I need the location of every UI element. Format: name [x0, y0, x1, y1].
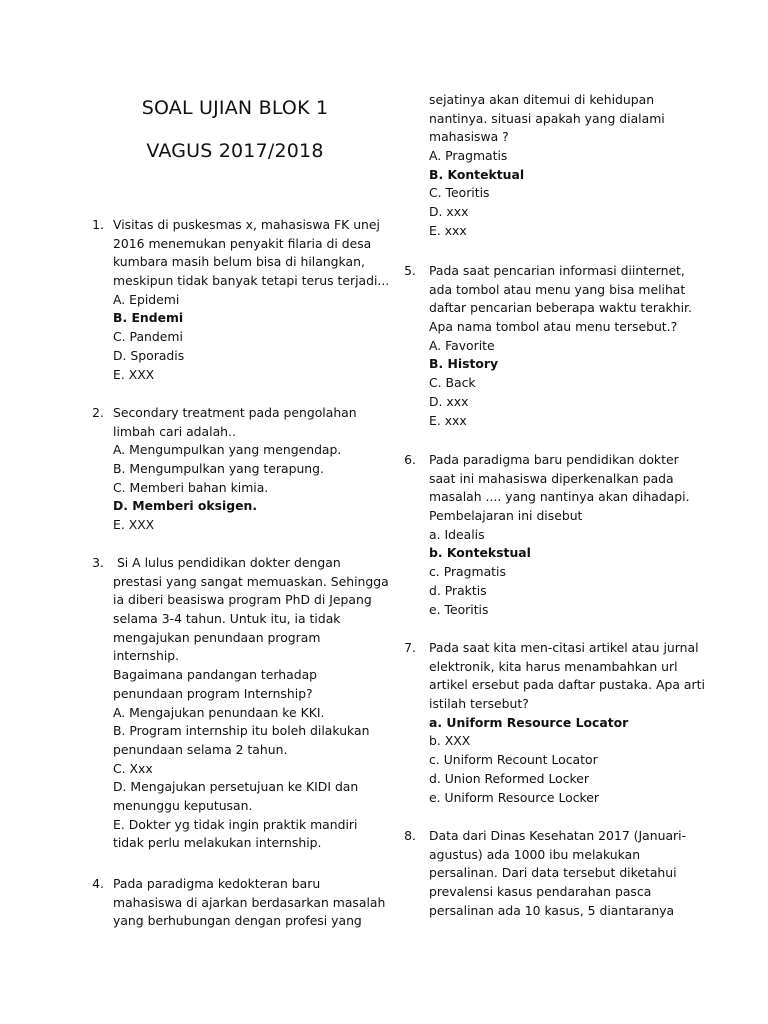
question-text-line: daftar pencarian beberapa waktu terakhir.: [429, 300, 692, 316]
answer-option: A. Favorite: [429, 337, 495, 353]
question-text-line: istilah tersebut?: [429, 696, 529, 712]
question-text-line: Pada paradigma baru pendidikan dokter: [429, 452, 679, 467]
question-text-line: Pada saat kita men-citasi artikel atau jurnal: [429, 640, 699, 655]
question-number: 8.: [404, 828, 416, 843]
answer-option: C. Teoritis: [429, 185, 490, 201]
answer-option: menunggu keputusan.: [113, 797, 253, 813]
question-text-line: limbah cari adalah..: [113, 423, 236, 439]
answer-option: D. Sporadis: [113, 347, 185, 363]
answer-option-correct: b. Kontekstual: [429, 545, 531, 561]
answer-option: C. Pandemi: [113, 329, 183, 345]
question-text-line: Si A lulus pendidikan dokter dengan: [113, 555, 341, 570]
exam-title: SOAL UJIAN BLOK 1: [141, 97, 329, 119]
question-text-line: mengajukan penundaan program: [113, 629, 321, 645]
answer-option: A. Mengumpulkan yang mengendap.: [113, 442, 342, 458]
answer-option-correct: a. Uniform Resource Locator: [429, 714, 629, 730]
question-text-line: elektronik, kita harus menambahkan url: [429, 658, 678, 674]
question-text-line: sejatinya akan ditemui di kehidupan: [429, 92, 655, 107]
question-text-line: Pembelajaran ini disebut: [429, 508, 583, 524]
answer-option: C. Back: [429, 375, 476, 391]
answer-option: d. Union Reformed Locker: [429, 770, 590, 786]
answer-option: c. Pragmatis: [429, 564, 506, 580]
question-text-line: Pada saat pencarian informasi diinternet,: [429, 263, 685, 278]
answer-option-correct: B. History: [429, 356, 499, 372]
answer-option: e. Uniform Resource Locker: [429, 789, 599, 805]
answer-option: E. Dokter yg tidak ingin praktik mandiri: [113, 816, 358, 832]
question-text-line: Pada paradigma kedokteran baru: [113, 876, 321, 891]
answer-option: C. Memberi bahan kimia.: [113, 479, 269, 495]
question-text-line: meskipun tidak banyak tetapi terus terjadi...: [113, 273, 390, 289]
question-number: 2.: [92, 405, 104, 420]
question-text-line: Data dari Dinas Kesehatan 2017 (Januari-: [429, 828, 687, 843]
question-4-continued: [429, 91, 665, 241]
question-text-line: prestasi yang sangat memuaskan. Sehingga: [113, 573, 389, 589]
answer-option: A. Epidemi: [113, 291, 180, 307]
question-text-line: ia diberi beasiswa program PhD di Jepang: [113, 592, 372, 608]
question-text-line: penundaan program Internship?: [113, 685, 313, 701]
answer-option: A. Pragmatis: [429, 148, 508, 164]
answer-option: a. Idealis: [429, 526, 485, 542]
answer-option: b. XXX: [429, 733, 471, 749]
question-text-line: Visitas di puskesmas x, mahasiswa FK unej: [113, 217, 380, 232]
answer-option: c. Uniform Recount Locator: [429, 752, 598, 768]
question-number: 6.: [404, 452, 416, 467]
answer-option: D. Mengajukan persetujuan ke KIDI dan: [113, 779, 359, 795]
question-number: 7.: [404, 640, 416, 655]
question-text-line: kumbara masih belum bisa di hilangkan,: [113, 254, 365, 270]
question-text-line: artikel ersebut pada daftar pustaka. Apa arti: [429, 677, 705, 693]
question-text-line: yang berhubungan dengan profesi yang: [113, 913, 362, 929]
answer-option-correct: B. Endemi: [113, 310, 184, 326]
answer-option-correct: B. Kontektual: [429, 166, 525, 182]
answer-option: A. Mengajukan penundaan ke KKI.: [113, 704, 325, 720]
question-text-line: Secondary treatment pada pengolahan: [113, 405, 357, 420]
question-text-line: saat ini mahasiswa diperkenalkan pada: [429, 470, 674, 486]
answer-option: penundaan selama 2 tahun.: [113, 741, 288, 757]
answer-option: tidak perlu melakukan internship.: [113, 835, 322, 851]
question-text-line: internship.: [113, 648, 180, 664]
question-number: 3.: [92, 555, 104, 570]
question-text-line: mahasiswa ?: [429, 129, 509, 145]
answer-option: D. xxx: [429, 393, 469, 409]
answer-option: e. Teoritis: [429, 601, 489, 617]
answer-option: B. Program internship itu boleh dilakukan: [113, 723, 370, 739]
question-number: 5.: [404, 263, 416, 278]
answer-option-correct: D. Memberi oksigen.: [113, 498, 258, 514]
answer-option: B. Mengumpulkan yang terapung.: [113, 461, 324, 477]
question-text-line: prevalensi kasus pendarahan pasca: [429, 884, 652, 900]
answer-option: d. Praktis: [429, 582, 487, 598]
question-number: 4.: [92, 876, 104, 891]
question-text-line: agustus) ada 1000 ibu melakukan: [429, 846, 641, 862]
question-text-line: 2016 menemukan penyakit filaria di desa: [113, 235, 372, 251]
answer-option: C. Xxx: [113, 760, 153, 776]
question-number: 1.: [92, 217, 104, 232]
answer-option: E. XXX: [113, 517, 155, 533]
question-text-line: selama 3-4 tahun. Untuk itu, ia tidak: [113, 611, 341, 627]
question-text-line: masalah .... yang nantinya akan dihadapi.: [429, 489, 690, 505]
exam-subtitle: VAGUS 2017/2018: [146, 140, 324, 162]
question-text-line: persalinan ada 10 kasus, 5 diantaranya: [429, 902, 675, 918]
question-text-line: persalinan. Dari data tersebut diketahui: [429, 865, 677, 881]
answer-option: E. xxx: [429, 412, 467, 428]
question-text-line: Bagaimana pandangan terhadap: [113, 667, 318, 683]
question-text-line: nantinya. situasi apakah yang dialami: [429, 110, 665, 126]
question-text-line: mahasiswa di ajarkan berdasarkan masalah: [113, 894, 386, 910]
question-text-line: ada tombol atau menu yang bisa melihat: [429, 281, 686, 297]
answer-option: E. xxx: [429, 222, 467, 238]
answer-option: E. XXX: [113, 366, 155, 382]
answer-option: D. xxx: [429, 204, 469, 220]
question-text-line: Apa nama tombol atau menu tersebut.?: [429, 319, 678, 335]
